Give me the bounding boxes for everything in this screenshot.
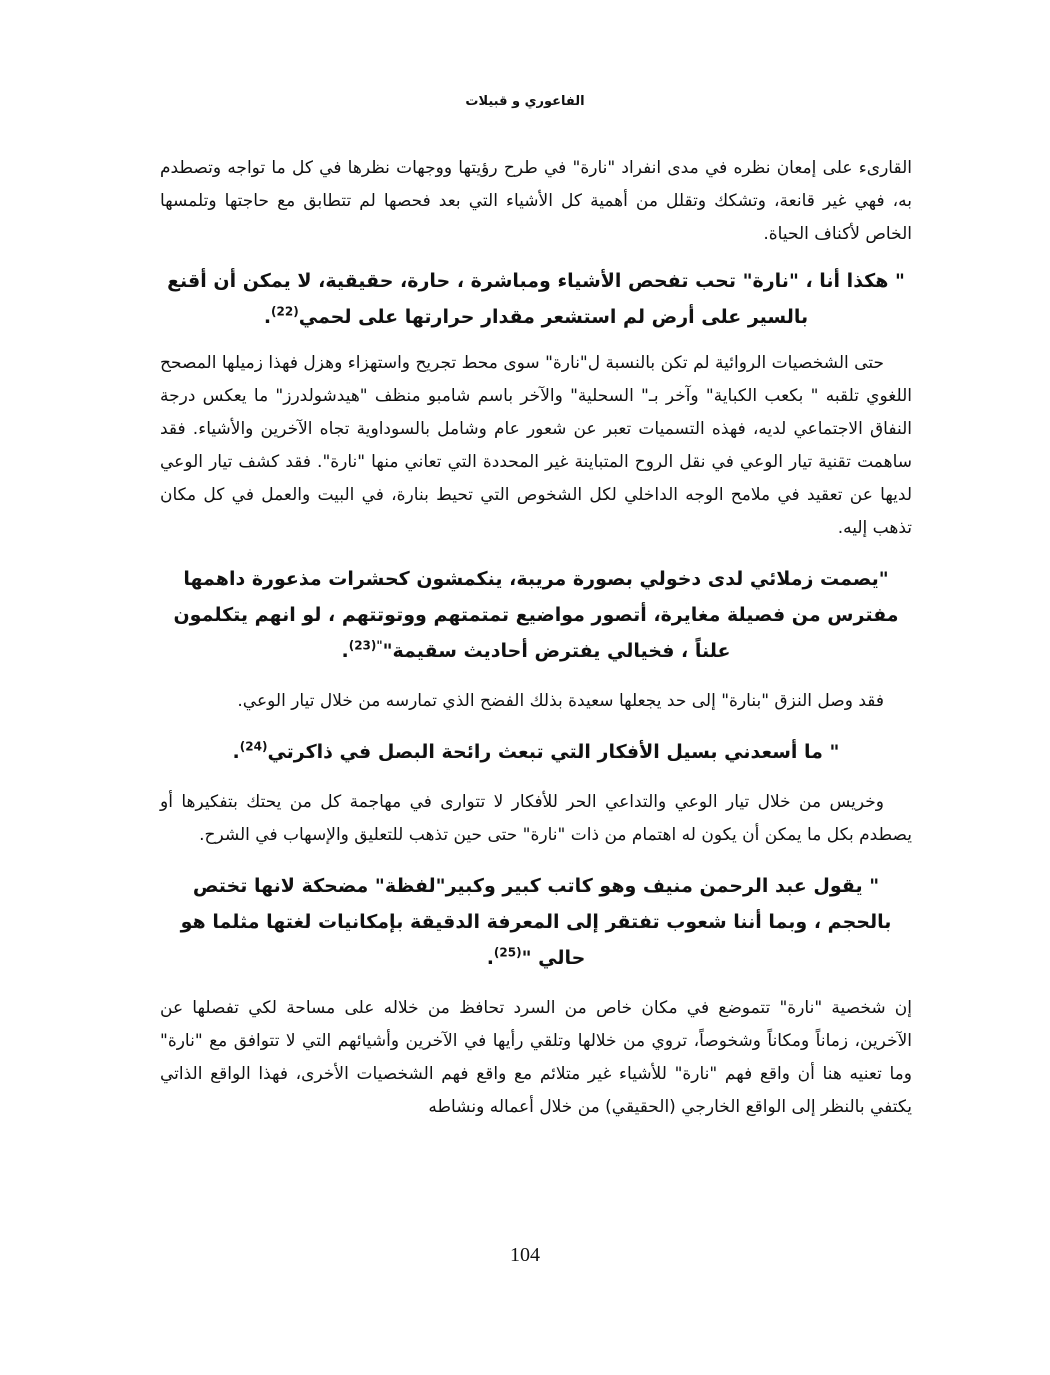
block-quote-22 — [160, 263, 912, 335]
paragraph-3: فقد وصل النزق "بنارة" إلى حد يجعلها سعيدة بذلك الفضح الذي تمارسه من خلال تيار الوعي. — [237, 691, 884, 711]
spacer — [160, 718, 912, 734]
spacer — [160, 545, 912, 561]
paragraph-4: وخريس من خلال تيار الوعي والتداعي الحر للأفكار لا تتوارى في مهاجمة كل من يحتك بتفكيرها أو يصطدم بكل ما يمكن أن يكون له اهتمام من ذات "نارة" حتى حين تذهب للتعليق والإسهاب في الشرح. — [160, 792, 912, 845]
spacer — [160, 852, 912, 868]
paragraph-5: إن شخصية "نارة" تتموضع في مكان خاص من السرد تحافظ من خلاله على مساحة لكي تفصلها عن الآخرين، زماناً ومكاناً وشخوصاً، تروي من خلالها وتلقي رأيها في الآخرين وأشيائهم التي لا تتوافق مع "نارة" وما تعنيه هنا أن واقع فهم "نارة" للأشياء غير متلائم مع واقع فهم الشخصيات الأخرى، فهذا الواقع الذاتي يكتفي بالنظر إلى الواقع الخارجي (الحقيقي) من خلال أعماله ونشاطه — [160, 998, 912, 1117]
footnote-ref-25: (25) — [493, 945, 522, 960]
footnote-ref-22: (22) — [271, 304, 299, 319]
quote-text: " ما أسعدني بسيل الأفكار التي تبعث رائحة البصل في ذاكرتي — [267, 741, 840, 763]
spacer — [160, 335, 912, 347]
quote-end: . — [232, 741, 240, 763]
quote-end: . — [341, 640, 349, 662]
page-body — [160, 152, 912, 1124]
block-quote-25 — [160, 868, 912, 976]
block-quote-24 — [160, 734, 912, 770]
spacer — [160, 770, 912, 786]
quote-end: . — [263, 306, 272, 328]
quote-end: . — [486, 947, 494, 969]
spacer — [160, 251, 912, 263]
running-header: الفاعوري و قبيلات — [465, 94, 585, 109]
spacer — [160, 976, 912, 992]
block-quote-23 — [160, 561, 912, 669]
page-number: 104 — [510, 1244, 540, 1266]
footnote-ref-24: (24) — [239, 739, 268, 754]
paragraph-1: القارىء على إمعان نظره في مدى انفراد "نارة" في طرح رؤيتها ووجهات نظرها في كل ما تواجه وتصطدم به، فهي غير قانعة، وتشكك وتقلل من أهمية كل الأشياء التي بعد فحصها لم تتطابق مع حاجتها وتلمسها الخاص لأكناف الحياة. — [160, 158, 912, 244]
paragraph-2: حتى الشخصيات الروائية لم تكن بالنسبة ل"نارة" سوى محط تجريح واستهزاء وهزل فهذا زميلها المصحح اللغوي تلقبه " بكعب الكباية" وآخر بـ" السحلية" والآخر باسم شامبو منظف "هيدشولدرز" ما يعكس درجة النفاق الاجتماعي لديه، فهذه التسميات تعبر عن شعور عام وشامل بالسوداوية تجاه الآخرين والأشياء. فقد ساهمت تقنية تيار الوعي في نقل الروح المتباينة غير المحددة التي تعاني منها "نارة". فقد كشف تيار الوعي لديها عن تعقيد في ملامح الوجه الداخلي لكل الشخوص التي تحيط بنارة، في البيت والعمل في كل مكان تذهب إليه. — [160, 353, 912, 538]
quote-text: " يقول عبد الرحمن منيف وهو كاتب كبير وكبير"لفظة" مضحكة لانها تختص بالحجم ، وبما أننا شعوب تفتقر إلى المعرفة الدقيقة بإمكانيات لغتها مثلما هو حالي " — [180, 875, 892, 969]
spacer — [160, 669, 912, 685]
footnote-ref-23: "(23) — [348, 638, 383, 653]
quote-text: " هكذا أنا ، "نارة" تحب تفحص الأشياء ومباشرة ، حارة، حقيقية، لا يمكن أن أقنع بالسير على أرض لم استشعر مقدار حرارتها على لحمي — [167, 270, 905, 328]
quote-text: "يصمت زملائي لدى دخولي بصورة مريبة، ينكمشون كحشرات مذعورة داهمها مفترس من فصيلة مغايرة، أتصور مواضيع تمتمتهم ووتوتتهم ، لو انهم يتكلمون علناً ، فخيالي يفترض أحاديث سقيمة" — [173, 568, 899, 662]
